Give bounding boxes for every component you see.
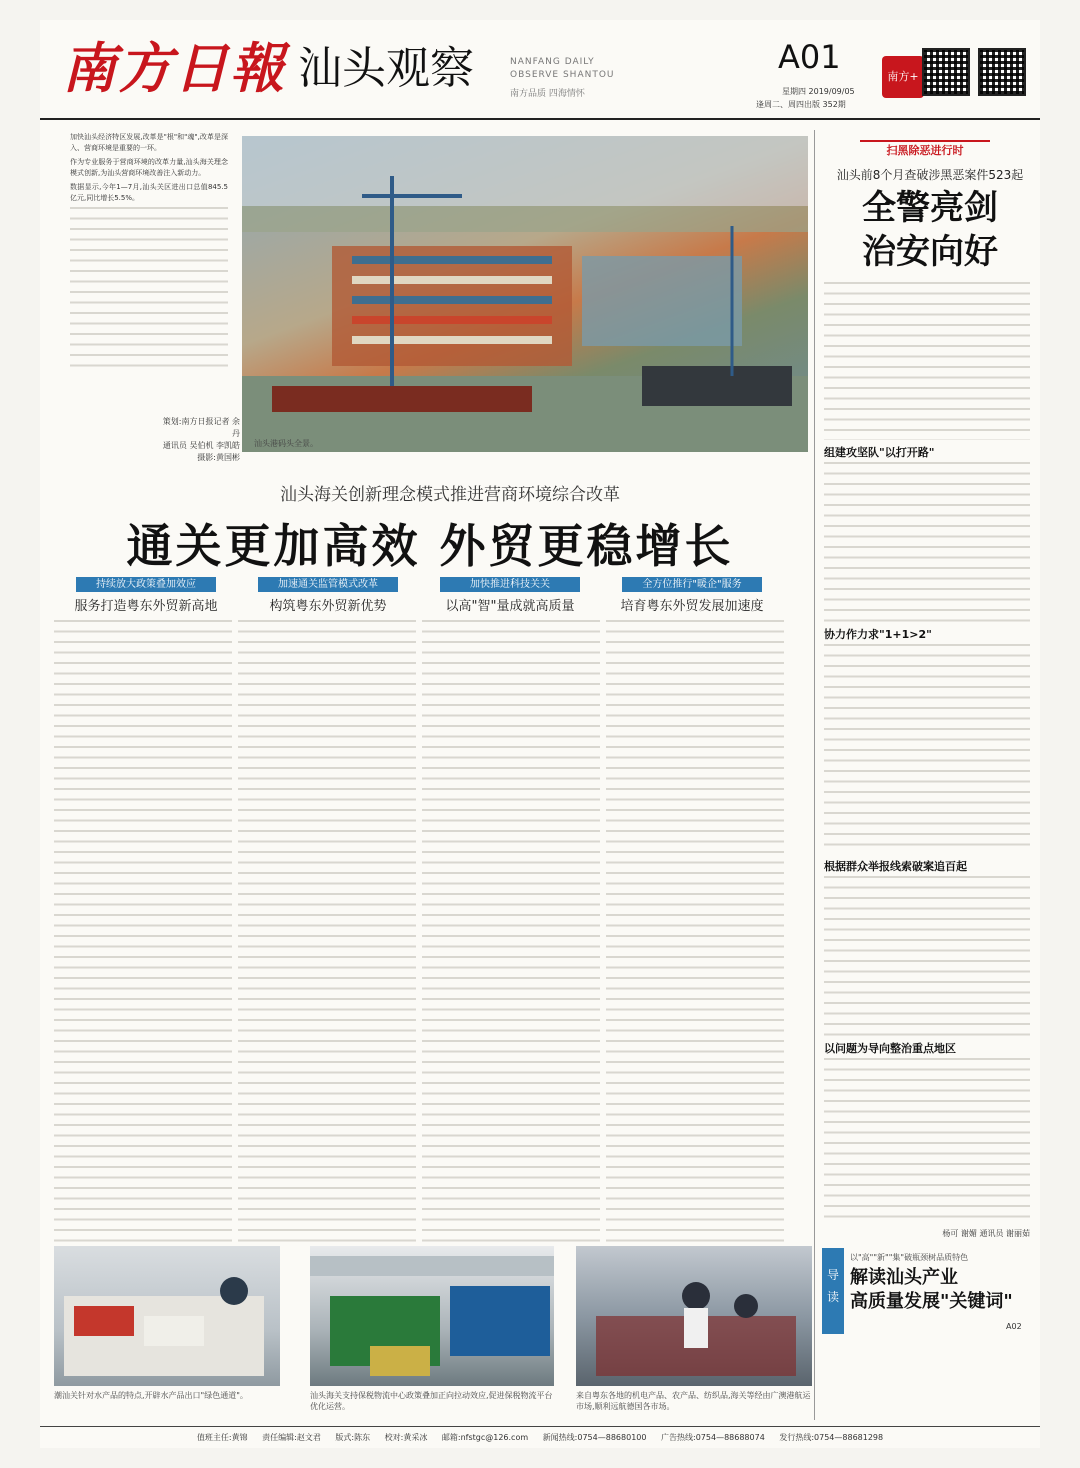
newspaper-page xyxy=(40,20,1040,1448)
inspection-photo xyxy=(576,1246,812,1386)
issue-date: 星期四 2019/09/05 xyxy=(782,87,855,96)
subsection-title: 构筑粤东外贸新优势 xyxy=(269,599,387,614)
section-tagline: 南方品质 四海情怀 xyxy=(510,89,585,99)
guide-box[interactable] xyxy=(822,1248,1034,1334)
text-filler xyxy=(606,620,784,1242)
text-filler xyxy=(824,462,1030,622)
text-filler xyxy=(824,1058,1030,1226)
footer-item: 邮箱:nfstgc@126.com xyxy=(441,1433,529,1442)
page-number: A01 xyxy=(778,38,841,76)
warehouse-illustration xyxy=(310,1246,554,1386)
footer-item: 值班主任:黄锦 xyxy=(196,1433,248,1442)
section-title: 汕头观察 xyxy=(298,43,474,94)
footer-item: 责任编辑:赵文君 xyxy=(262,1433,321,1442)
intro-paragraph: 作为专业服务于营商环境的改革力量,汕头海关理念模式创新,为汕头营商环境改善注入新动力。 xyxy=(70,158,228,177)
subsection-badge: 加快推进科技关关 xyxy=(440,577,580,592)
text-filler xyxy=(70,207,228,367)
body-column xyxy=(606,620,784,1242)
guide-kicker: 以"高""新""集"破瓶颈树品质特色 xyxy=(850,1253,969,1262)
warehouse-photo xyxy=(310,1246,554,1386)
text-filler xyxy=(824,876,1030,1036)
section-en-line-2: OBSERVE SHANTOU xyxy=(510,70,615,80)
right-subhead: 以问题为导向整治重点地区 xyxy=(824,1042,956,1055)
seafood-photo xyxy=(54,1246,280,1386)
text-filler xyxy=(824,644,1030,854)
text-filler xyxy=(238,620,416,1242)
intro-paragraph: 加快汕头经济特区发展,改革是"根"和"魂",改革是深入、营商环境是重要的一环。 xyxy=(70,133,228,152)
subsection-badge: 全方位推行"暖企"服务 xyxy=(622,577,762,592)
body-column xyxy=(422,620,600,1242)
bottom-photo-caption: 来自粤东各地的机电产品、农产品、纺织品,海关等经由广澳港航运市场,顺利远航德国各市场。 xyxy=(576,1391,811,1411)
feature-tag: 扫黑除恶进行时 xyxy=(860,140,990,158)
guide-title-line: 高质量发展"关键词" xyxy=(850,1291,1013,1312)
intro-column xyxy=(70,132,228,432)
right-headline-line: 治安向好 xyxy=(862,232,998,272)
qr-code-icon xyxy=(978,48,1026,96)
seafood-illustration xyxy=(54,1246,280,1386)
subsection-badge: 加速通关监管模式改革 xyxy=(258,577,398,592)
right-headline xyxy=(835,186,1025,274)
newspaper-brand: 南方日報 xyxy=(62,36,286,100)
footer-item: 新闻热线:0754—88680100 xyxy=(542,1433,647,1442)
footer-item: 版式:陈东 xyxy=(335,1433,371,1442)
intro-paragraph: 数据显示,今年1—7月,汕头关区进出口总值845.5亿元,同比增长5.5%。 xyxy=(70,183,228,202)
footer-item: 发行热线:0754—88681298 xyxy=(779,1433,884,1442)
bottom-photo-caption: 汕头海关支持保税物流中心政策叠加正向拉动效应,促进保税物流平台优化运营。 xyxy=(310,1391,553,1411)
text-filler xyxy=(824,282,1030,440)
text-filler xyxy=(422,620,600,1242)
qr-code-icon xyxy=(922,48,970,96)
issue-edition: 逢周二、周四出版 352期 xyxy=(756,100,846,109)
guide-title xyxy=(850,1266,1013,1314)
main-photo-caption: 汕头港码头全景。 xyxy=(254,439,318,448)
inspection-illustration xyxy=(576,1246,812,1386)
section-en-line-1: NANFANG DAILY xyxy=(510,57,595,67)
guide-title-line: 解读汕头产业 xyxy=(850,1267,958,1288)
subsection-title: 培育粤东外贸发展加速度 xyxy=(620,599,764,614)
guide-page-ref: A02 xyxy=(1006,1322,1022,1331)
footer-item: 广告热线:0754—88688074 xyxy=(661,1433,765,1442)
subsection-title: 以高"智"量成就高质量 xyxy=(445,599,575,614)
column-divider xyxy=(814,130,815,1420)
right-kicker: 汕头前8个月查破涉黑恶案件523起 xyxy=(836,168,1024,182)
lead-kicker: 汕头海关创新理念模式推进营商环境综合改革 xyxy=(280,485,620,505)
right-headline-line: 全警亮剑 xyxy=(862,188,998,228)
right-body-block xyxy=(824,876,1030,1036)
bottom-photo-caption: 潮汕关针对水产品的特点,开辟水产品出口"绿色通道"。 xyxy=(54,1391,248,1400)
lead-credit: 策划:南方日报记者 余丹 通讯员 吴伯机 李凯皓 摄影:黄国彬 xyxy=(162,417,240,462)
section-title-en xyxy=(510,56,615,82)
right-credit: 杨可 谢媚 通讯员 谢丽茹 xyxy=(942,1229,1030,1238)
right-subhead: 组建攻坚队"以打开路" xyxy=(824,446,935,459)
masthead xyxy=(40,20,1040,120)
guide-label: 导读 xyxy=(822,1248,844,1334)
body-column xyxy=(54,620,232,1242)
right-subhead: 协力作力求"1+1>2" xyxy=(824,628,932,641)
lead-headline: 通关更加高效 外贸更稳增长 xyxy=(126,519,734,573)
right-body-block xyxy=(824,1058,1030,1226)
subsection-badge: 持续放大政策叠加效应 xyxy=(76,577,216,592)
nanfang-plus-logo: 南方+ xyxy=(882,56,924,98)
right-body-block xyxy=(824,282,1030,440)
port-photo xyxy=(242,136,808,452)
right-subhead: 根据群众举报线索破案追百起 xyxy=(824,860,967,873)
subsection-title: 服务打造粤东外贸新高地 xyxy=(74,599,218,614)
port-illustration xyxy=(242,136,808,452)
footer-item: 校对:黄采冰 xyxy=(384,1433,428,1442)
right-body-block xyxy=(824,462,1030,622)
right-body-block xyxy=(824,644,1030,854)
text-filler xyxy=(54,620,232,1242)
body-column xyxy=(238,620,416,1242)
page-footer xyxy=(40,1426,1040,1449)
